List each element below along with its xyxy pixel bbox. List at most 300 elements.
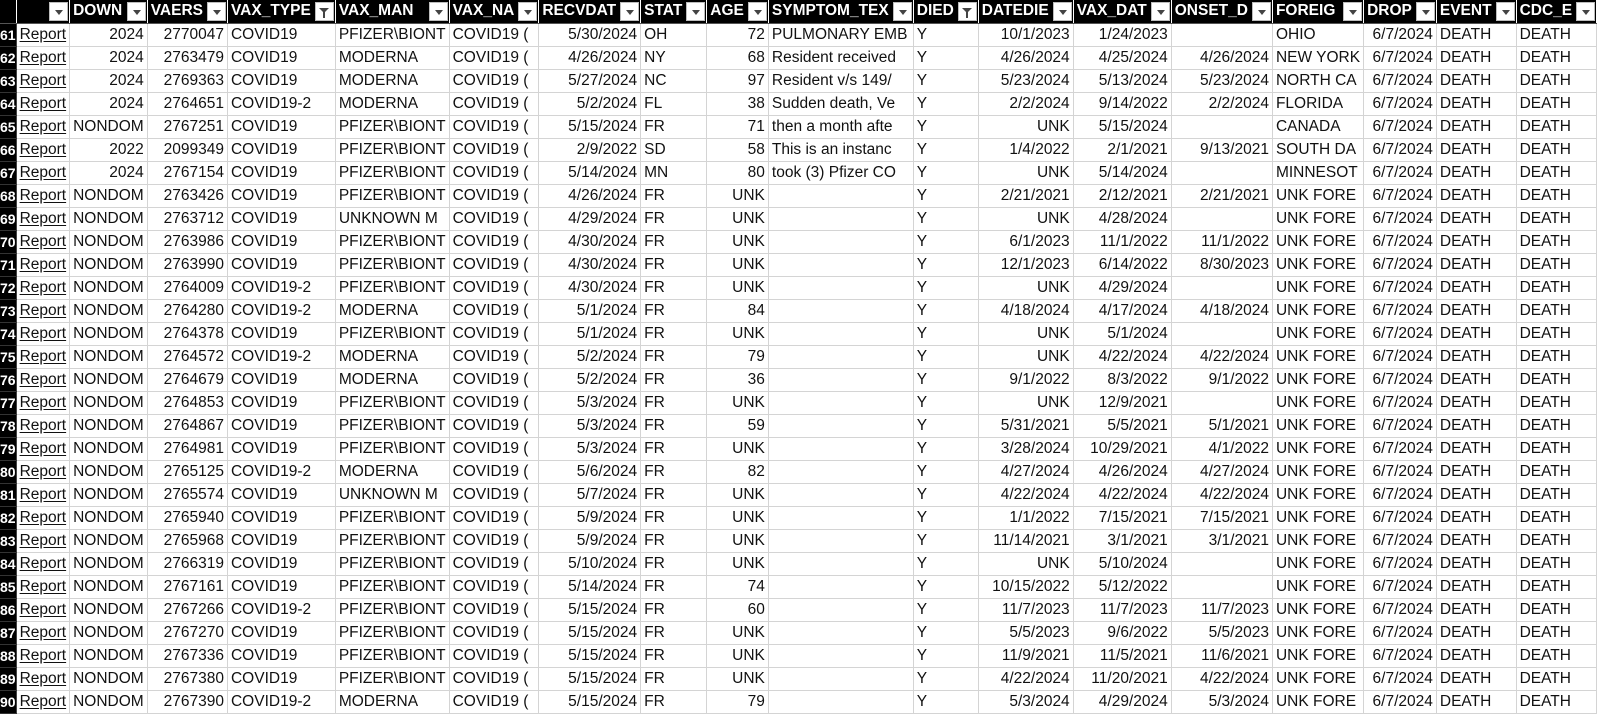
- table-cell[interactable]: UNK FORE: [1272, 460, 1363, 483]
- filter-dropdown-icon[interactable]: [518, 2, 537, 21]
- table-cell[interactable]: DEATH: [1436, 621, 1516, 644]
- table-cell[interactable]: COVID19 (: [449, 690, 539, 713]
- table-cell[interactable]: FR: [641, 483, 707, 506]
- table-cell[interactable]: 5/5/2023: [978, 621, 1073, 644]
- table-cell[interactable]: 5/2/2024: [539, 345, 641, 368]
- table-cell[interactable]: Y: [913, 230, 978, 253]
- table-cell[interactable]: 4/18/2024: [978, 299, 1073, 322]
- table-cell[interactable]: COVID19: [227, 621, 335, 644]
- table-cell[interactable]: 4/30/2024: [539, 253, 641, 276]
- table-cell[interactable]: 5/2/2024: [539, 92, 641, 115]
- report-link[interactable]: Report: [16, 230, 70, 253]
- table-cell[interactable]: PFIZER\BIONT: [335, 575, 449, 598]
- table-cell[interactable]: UNK: [978, 276, 1073, 299]
- table-cell[interactable]: 2767336: [147, 644, 227, 667]
- table-cell[interactable]: UNK: [707, 207, 769, 230]
- table-cell[interactable]: [768, 575, 913, 598]
- table-cell[interactable]: then a month afte: [768, 115, 913, 138]
- report-link[interactable]: Report: [16, 23, 70, 46]
- table-cell[interactable]: [1171, 322, 1272, 345]
- table-cell[interactable]: COVID19: [227, 322, 335, 345]
- table-cell[interactable]: UNK: [978, 552, 1073, 575]
- table-cell[interactable]: DEATH: [1516, 299, 1597, 322]
- table-cell[interactable]: UNK: [707, 253, 769, 276]
- table-cell[interactable]: 4/22/2024: [1171, 667, 1272, 690]
- table-cell[interactable]: FR: [641, 230, 707, 253]
- table-cell[interactable]: NONDOM: [70, 483, 148, 506]
- table-cell[interactable]: 5/3/2024: [539, 414, 641, 437]
- row-number[interactable]: 74: [0, 322, 16, 345]
- filter-dropdown-icon[interactable]: [429, 2, 448, 21]
- table-cell[interactable]: [768, 690, 913, 713]
- table-cell[interactable]: [768, 483, 913, 506]
- table-cell[interactable]: 11/14/2021: [978, 529, 1073, 552]
- filter-dropdown-icon[interactable]: [1416, 2, 1435, 21]
- report-link[interactable]: Report: [16, 322, 70, 345]
- filter-dropdown-icon[interactable]: [1151, 2, 1170, 21]
- filter-dropdown-icon[interactable]: [49, 2, 68, 21]
- report-link[interactable]: Report: [16, 621, 70, 644]
- table-cell[interactable]: 2/2/2024: [978, 92, 1073, 115]
- table-cell[interactable]: 3/28/2024: [978, 437, 1073, 460]
- table-cell[interactable]: UNK FORE: [1272, 345, 1363, 368]
- table-cell[interactable]: COVID19-2: [227, 276, 335, 299]
- table-cell[interactable]: COVID19-2: [227, 460, 335, 483]
- table-cell[interactable]: COVID19 (: [449, 299, 539, 322]
- table-cell[interactable]: DEATH: [1436, 322, 1516, 345]
- table-cell[interactable]: FR: [641, 460, 707, 483]
- select-all-corner[interactable]: [0, 0, 16, 23]
- filter-dropdown-icon[interactable]: [207, 2, 226, 21]
- report-link[interactable]: Report: [16, 437, 70, 460]
- table-cell[interactable]: [1171, 276, 1272, 299]
- table-cell[interactable]: NONDOM: [70, 552, 148, 575]
- table-cell[interactable]: PFIZER\BIONT: [335, 529, 449, 552]
- table-cell[interactable]: FR: [641, 437, 707, 460]
- table-cell[interactable]: COVID19 (: [449, 115, 539, 138]
- table-cell[interactable]: 5/1/2024: [1073, 322, 1171, 345]
- table-cell[interactable]: DEATH: [1516, 138, 1597, 161]
- table-cell[interactable]: 2764378: [147, 322, 227, 345]
- table-cell[interactable]: 68: [707, 46, 769, 69]
- table-cell[interactable]: COVID19 (: [449, 276, 539, 299]
- table-cell[interactable]: [768, 598, 913, 621]
- table-cell[interactable]: UNK: [707, 322, 769, 345]
- table-cell[interactable]: COVID19 (: [449, 345, 539, 368]
- table-cell[interactable]: 6/7/2024: [1364, 46, 1437, 69]
- table-cell[interactable]: Y: [913, 506, 978, 529]
- row-number[interactable]: 83: [0, 529, 16, 552]
- table-cell[interactable]: DEATH: [1516, 575, 1597, 598]
- report-link[interactable]: Report: [16, 46, 70, 69]
- table-cell[interactable]: 12/9/2021: [1073, 391, 1171, 414]
- table-cell[interactable]: DEATH: [1436, 391, 1516, 414]
- table-cell[interactable]: COVID19 (: [449, 184, 539, 207]
- table-cell[interactable]: DEATH: [1436, 138, 1516, 161]
- table-cell[interactable]: UNK FORE: [1272, 230, 1363, 253]
- table-cell[interactable]: Y: [913, 322, 978, 345]
- table-cell[interactable]: Y: [913, 667, 978, 690]
- table-cell[interactable]: COVID19: [227, 644, 335, 667]
- table-cell[interactable]: DEATH: [1516, 598, 1597, 621]
- table-cell[interactable]: COVID19: [227, 138, 335, 161]
- table-cell[interactable]: COVID19 (: [449, 667, 539, 690]
- table-cell[interactable]: 5/1/2021: [1171, 414, 1272, 437]
- table-cell[interactable]: Y: [913, 92, 978, 115]
- table-cell[interactable]: NONDOM: [70, 230, 148, 253]
- table-cell[interactable]: Y: [913, 529, 978, 552]
- table-cell[interactable]: 2/21/2021: [978, 184, 1073, 207]
- table-cell[interactable]: 2767266: [147, 598, 227, 621]
- table-cell[interactable]: 6/7/2024: [1364, 506, 1437, 529]
- table-cell[interactable]: 5/3/2024: [1171, 690, 1272, 713]
- table-cell[interactable]: MN: [641, 161, 707, 184]
- table-cell[interactable]: DEATH: [1516, 345, 1597, 368]
- table-cell[interactable]: 6/7/2024: [1364, 483, 1437, 506]
- table-cell[interactable]: 80: [707, 161, 769, 184]
- report-link[interactable]: Report: [16, 92, 70, 115]
- table-cell[interactable]: DEATH: [1516, 184, 1597, 207]
- table-cell[interactable]: NONDOM: [70, 299, 148, 322]
- table-cell[interactable]: 6/7/2024: [1364, 184, 1437, 207]
- table-cell[interactable]: COVID19 (: [449, 414, 539, 437]
- table-cell[interactable]: COVID19 (: [449, 506, 539, 529]
- row-number[interactable]: 71: [0, 253, 16, 276]
- table-cell[interactable]: 6/7/2024: [1364, 621, 1437, 644]
- table-cell[interactable]: NONDOM: [70, 575, 148, 598]
- row-number[interactable]: 70: [0, 230, 16, 253]
- table-cell[interactable]: 2765574: [147, 483, 227, 506]
- table-cell[interactable]: COVID19: [227, 437, 335, 460]
- table-cell[interactable]: NONDOM: [70, 253, 148, 276]
- table-cell[interactable]: FR: [641, 322, 707, 345]
- table-cell[interactable]: COVID19: [227, 253, 335, 276]
- table-cell[interactable]: FR: [641, 253, 707, 276]
- table-cell[interactable]: 4/26/2024: [1073, 460, 1171, 483]
- table-cell[interactable]: FR: [641, 184, 707, 207]
- report-link[interactable]: Report: [16, 276, 70, 299]
- report-link[interactable]: Report: [16, 690, 70, 713]
- table-cell[interactable]: DEATH: [1516, 207, 1597, 230]
- table-cell[interactable]: 4/30/2024: [539, 276, 641, 299]
- table-cell[interactable]: 4/28/2024: [1073, 207, 1171, 230]
- table-cell[interactable]: SOUTH DA: [1272, 138, 1363, 161]
- table-cell[interactable]: 6/14/2022: [1073, 253, 1171, 276]
- table-cell[interactable]: PFIZER\BIONT: [335, 184, 449, 207]
- table-cell[interactable]: DEATH: [1516, 276, 1597, 299]
- table-cell[interactable]: DEATH: [1436, 667, 1516, 690]
- table-cell[interactable]: COVID19 (: [449, 138, 539, 161]
- table-cell[interactable]: COVID19-2: [227, 598, 335, 621]
- table-cell[interactable]: 79: [707, 690, 769, 713]
- table-cell[interactable]: FR: [641, 207, 707, 230]
- table-cell[interactable]: COVID19 (: [449, 368, 539, 391]
- table-cell[interactable]: DEATH: [1436, 115, 1516, 138]
- table-cell[interactable]: Y: [913, 138, 978, 161]
- table-cell[interactable]: MINNESOT: [1272, 161, 1363, 184]
- table-cell[interactable]: UNK FORE: [1272, 506, 1363, 529]
- table-cell[interactable]: UNK FORE: [1272, 552, 1363, 575]
- table-cell[interactable]: COVID19: [227, 115, 335, 138]
- table-cell[interactable]: PFIZER\BIONT: [335, 230, 449, 253]
- table-cell[interactable]: 9/1/2022: [1171, 368, 1272, 391]
- filter-dropdown-icon[interactable]: [127, 2, 146, 21]
- table-cell[interactable]: UNK FORE: [1272, 207, 1363, 230]
- table-cell[interactable]: PFIZER\BIONT: [335, 161, 449, 184]
- table-cell[interactable]: DEATH: [1516, 690, 1597, 713]
- table-cell[interactable]: 6/7/2024: [1364, 230, 1437, 253]
- table-cell[interactable]: COVID19: [227, 69, 335, 92]
- table-cell[interactable]: [768, 552, 913, 575]
- table-cell[interactable]: 7/15/2021: [1171, 506, 1272, 529]
- table-cell[interactable]: 5/15/2024: [539, 621, 641, 644]
- column-header-foreig[interactable]: [1272, 0, 1363, 23]
- table-cell[interactable]: 2763426: [147, 184, 227, 207]
- table-cell[interactable]: FR: [641, 345, 707, 368]
- table-cell[interactable]: FL: [641, 92, 707, 115]
- table-cell[interactable]: 4/26/2024: [1171, 46, 1272, 69]
- table-cell[interactable]: COVID19 (: [449, 483, 539, 506]
- table-cell[interactable]: COVID19-2: [227, 299, 335, 322]
- table-cell[interactable]: 2767154: [147, 161, 227, 184]
- table-cell[interactable]: COVID19: [227, 667, 335, 690]
- report-link[interactable]: Report: [16, 575, 70, 598]
- table-cell[interactable]: Y: [913, 644, 978, 667]
- row-number[interactable]: 82: [0, 506, 16, 529]
- row-number[interactable]: 85: [0, 575, 16, 598]
- table-cell[interactable]: 6/7/2024: [1364, 69, 1437, 92]
- table-cell[interactable]: UNK FORE: [1272, 276, 1363, 299]
- table-cell[interactable]: 12/1/2023: [978, 253, 1073, 276]
- row-number[interactable]: 69: [0, 207, 16, 230]
- table-cell[interactable]: PFIZER\BIONT: [335, 23, 449, 46]
- table-cell[interactable]: [1171, 23, 1272, 46]
- column-header-onset-d[interactable]: [1171, 0, 1272, 23]
- table-cell[interactable]: 2767270: [147, 621, 227, 644]
- table-cell[interactable]: took (3) Pfizer CO: [768, 161, 913, 184]
- table-cell[interactable]: 8/3/2022: [1073, 368, 1171, 391]
- table-cell[interactable]: 2767161: [147, 575, 227, 598]
- table-cell[interactable]: PFIZER\BIONT: [335, 506, 449, 529]
- table-cell[interactable]: 82: [707, 460, 769, 483]
- table-cell[interactable]: OHIO: [1272, 23, 1363, 46]
- table-cell[interactable]: 5/23/2024: [978, 69, 1073, 92]
- table-cell[interactable]: [1171, 552, 1272, 575]
- table-cell[interactable]: 11/7/2023: [978, 598, 1073, 621]
- table-cell[interactable]: NONDOM: [70, 529, 148, 552]
- table-cell[interactable]: DEATH: [1516, 115, 1597, 138]
- table-cell[interactable]: 2769363: [147, 69, 227, 92]
- table-cell[interactable]: 7/15/2021: [1073, 506, 1171, 529]
- table-cell[interactable]: UNK FORE: [1272, 598, 1363, 621]
- table-cell[interactable]: 2/12/2021: [1073, 184, 1171, 207]
- table-cell[interactable]: 5/15/2024: [539, 667, 641, 690]
- table-cell[interactable]: PFIZER\BIONT: [335, 552, 449, 575]
- table-cell[interactable]: FR: [641, 621, 707, 644]
- table-cell[interactable]: 5/10/2024: [1073, 552, 1171, 575]
- row-number[interactable]: 64: [0, 92, 16, 115]
- column-header-died[interactable]: [913, 0, 978, 23]
- table-cell[interactable]: 4/25/2024: [1073, 46, 1171, 69]
- table-cell[interactable]: 2/9/2022: [539, 138, 641, 161]
- table-cell[interactable]: DEATH: [1516, 460, 1597, 483]
- table-cell[interactable]: FR: [641, 667, 707, 690]
- table-cell[interactable]: COVID19 (: [449, 69, 539, 92]
- table-cell[interactable]: FR: [641, 368, 707, 391]
- table-cell[interactable]: COVID19: [227, 23, 335, 46]
- table-cell[interactable]: COVID19-2: [227, 690, 335, 713]
- table-cell[interactable]: 6/7/2024: [1364, 115, 1437, 138]
- table-cell[interactable]: 5/30/2024: [539, 23, 641, 46]
- table-cell[interactable]: 2763712: [147, 207, 227, 230]
- table-cell[interactable]: [1171, 161, 1272, 184]
- table-cell[interactable]: COVID19 (: [449, 552, 539, 575]
- table-cell[interactable]: FR: [641, 391, 707, 414]
- table-cell[interactable]: NONDOM: [70, 437, 148, 460]
- table-cell[interactable]: 2763986: [147, 230, 227, 253]
- table-cell[interactable]: UNK FORE: [1272, 414, 1363, 437]
- table-cell[interactable]: 5/5/2023: [1171, 621, 1272, 644]
- table-cell[interactable]: UNK: [978, 391, 1073, 414]
- table-cell[interactable]: 2763990: [147, 253, 227, 276]
- table-cell[interactable]: 2764280: [147, 299, 227, 322]
- table-cell[interactable]: 2099349: [147, 138, 227, 161]
- row-number[interactable]: 65: [0, 115, 16, 138]
- table-cell[interactable]: COVID19: [227, 506, 335, 529]
- table-cell[interactable]: 5/15/2024: [539, 598, 641, 621]
- table-cell[interactable]: UNK: [978, 161, 1073, 184]
- table-cell[interactable]: 4/22/2024: [978, 483, 1073, 506]
- row-number[interactable]: 88: [0, 644, 16, 667]
- table-cell[interactable]: 11/5/2021: [1073, 644, 1171, 667]
- table-cell[interactable]: 4/22/2024: [1171, 483, 1272, 506]
- table-cell[interactable]: 8/30/2023: [1171, 253, 1272, 276]
- table-cell[interactable]: COVID19 (: [449, 460, 539, 483]
- table-cell[interactable]: 6/7/2024: [1364, 529, 1437, 552]
- table-cell[interactable]: COVID19: [227, 391, 335, 414]
- table-cell[interactable]: FR: [641, 598, 707, 621]
- table-cell[interactable]: 58: [707, 138, 769, 161]
- table-cell[interactable]: COVID19-2: [227, 92, 335, 115]
- table-cell[interactable]: SD: [641, 138, 707, 161]
- table-cell[interactable]: UNK: [707, 621, 769, 644]
- table-cell[interactable]: DEATH: [1436, 299, 1516, 322]
- table-cell[interactable]: 5/23/2024: [1171, 69, 1272, 92]
- table-cell[interactable]: DEATH: [1436, 253, 1516, 276]
- table-cell[interactable]: 3/1/2021: [1073, 529, 1171, 552]
- column-header-datedie[interactable]: [978, 0, 1073, 23]
- table-cell[interactable]: DEATH: [1516, 391, 1597, 414]
- report-link[interactable]: Report: [16, 483, 70, 506]
- table-cell[interactable]: FR: [641, 299, 707, 322]
- table-cell[interactable]: COVID19 (: [449, 575, 539, 598]
- table-cell[interactable]: 6/7/2024: [1364, 414, 1437, 437]
- report-link[interactable]: Report: [16, 115, 70, 138]
- table-cell[interactable]: 2764867: [147, 414, 227, 437]
- report-link[interactable]: Report: [16, 598, 70, 621]
- column-header-age[interactable]: [707, 0, 769, 23]
- table-cell[interactable]: 5/12/2022: [1073, 575, 1171, 598]
- table-cell[interactable]: FR: [641, 506, 707, 529]
- report-link[interactable]: Report: [16, 644, 70, 667]
- table-cell[interactable]: COVID19: [227, 161, 335, 184]
- table-cell[interactable]: 4/1/2022: [1171, 437, 1272, 460]
- table-cell[interactable]: PFIZER\BIONT: [335, 414, 449, 437]
- table-cell[interactable]: 4/30/2024: [539, 230, 641, 253]
- table-cell[interactable]: DEATH: [1516, 161, 1597, 184]
- table-cell[interactable]: 5/7/2024: [539, 483, 641, 506]
- report-link[interactable]: Report: [16, 161, 70, 184]
- table-cell[interactable]: 5/5/2021: [1073, 414, 1171, 437]
- table-cell[interactable]: 6/7/2024: [1364, 138, 1437, 161]
- table-cell[interactable]: COVID19 (: [449, 598, 539, 621]
- table-cell[interactable]: UNK FORE: [1272, 253, 1363, 276]
- table-cell[interactable]: 38: [707, 92, 769, 115]
- table-cell[interactable]: 4/22/2024: [1073, 483, 1171, 506]
- table-cell[interactable]: COVID19 (: [449, 46, 539, 69]
- table-cell[interactable]: 5/13/2024: [1073, 69, 1171, 92]
- table-cell[interactable]: COVID19 (: [449, 529, 539, 552]
- table-cell[interactable]: Y: [913, 391, 978, 414]
- table-cell[interactable]: NONDOM: [70, 644, 148, 667]
- table-cell[interactable]: 2764572: [147, 345, 227, 368]
- table-cell[interactable]: 2/21/2021: [1171, 184, 1272, 207]
- table-cell[interactable]: COVID19 (: [449, 644, 539, 667]
- table-cell[interactable]: FLORIDA: [1272, 92, 1363, 115]
- table-cell[interactable]: 2024: [70, 23, 148, 46]
- table-cell[interactable]: Y: [913, 460, 978, 483]
- table-cell[interactable]: This is an instanc: [768, 138, 913, 161]
- table-cell[interactable]: NONDOM: [70, 322, 148, 345]
- table-cell[interactable]: 5/1/2024: [539, 299, 641, 322]
- table-cell[interactable]: 10/1/2023: [978, 23, 1073, 46]
- table-cell[interactable]: UNK: [978, 345, 1073, 368]
- table-cell[interactable]: UNK FORE: [1272, 299, 1363, 322]
- row-number[interactable]: 81: [0, 483, 16, 506]
- table-cell[interactable]: [768, 667, 913, 690]
- table-cell[interactable]: OH: [641, 23, 707, 46]
- table-cell[interactable]: COVID19: [227, 230, 335, 253]
- table-cell[interactable]: 2764981: [147, 437, 227, 460]
- table-cell[interactable]: 2766319: [147, 552, 227, 575]
- table-cell[interactable]: 6/7/2024: [1364, 161, 1437, 184]
- table-cell[interactable]: Y: [913, 23, 978, 46]
- table-cell[interactable]: [1171, 391, 1272, 414]
- table-cell[interactable]: COVID19: [227, 575, 335, 598]
- table-cell[interactable]: 2764679: [147, 368, 227, 391]
- table-cell[interactable]: FR: [641, 644, 707, 667]
- table-cell[interactable]: 10/29/2021: [1073, 437, 1171, 460]
- table-cell[interactable]: DEATH: [1436, 529, 1516, 552]
- table-cell[interactable]: UNK FORE: [1272, 184, 1363, 207]
- table-cell[interactable]: MODERNA: [335, 345, 449, 368]
- table-cell[interactable]: 6/7/2024: [1364, 23, 1437, 46]
- table-cell[interactable]: COVID19 (: [449, 92, 539, 115]
- table-cell[interactable]: COVID19 (: [449, 437, 539, 460]
- row-number[interactable]: 76: [0, 368, 16, 391]
- table-cell[interactable]: [768, 621, 913, 644]
- report-link[interactable]: Report: [16, 667, 70, 690]
- column-header-stat[interactable]: [641, 0, 707, 23]
- table-cell[interactable]: 5/31/2021: [978, 414, 1073, 437]
- table-cell[interactable]: 2022: [70, 138, 148, 161]
- table-cell[interactable]: 1/1/2022: [978, 506, 1073, 529]
- filter-active-icon[interactable]: [958, 2, 977, 21]
- table-cell[interactable]: 5/10/2024: [539, 552, 641, 575]
- table-cell[interactable]: 2763479: [147, 46, 227, 69]
- table-cell[interactable]: 11/20/2021: [1073, 667, 1171, 690]
- table-cell[interactable]: NONDOM: [70, 207, 148, 230]
